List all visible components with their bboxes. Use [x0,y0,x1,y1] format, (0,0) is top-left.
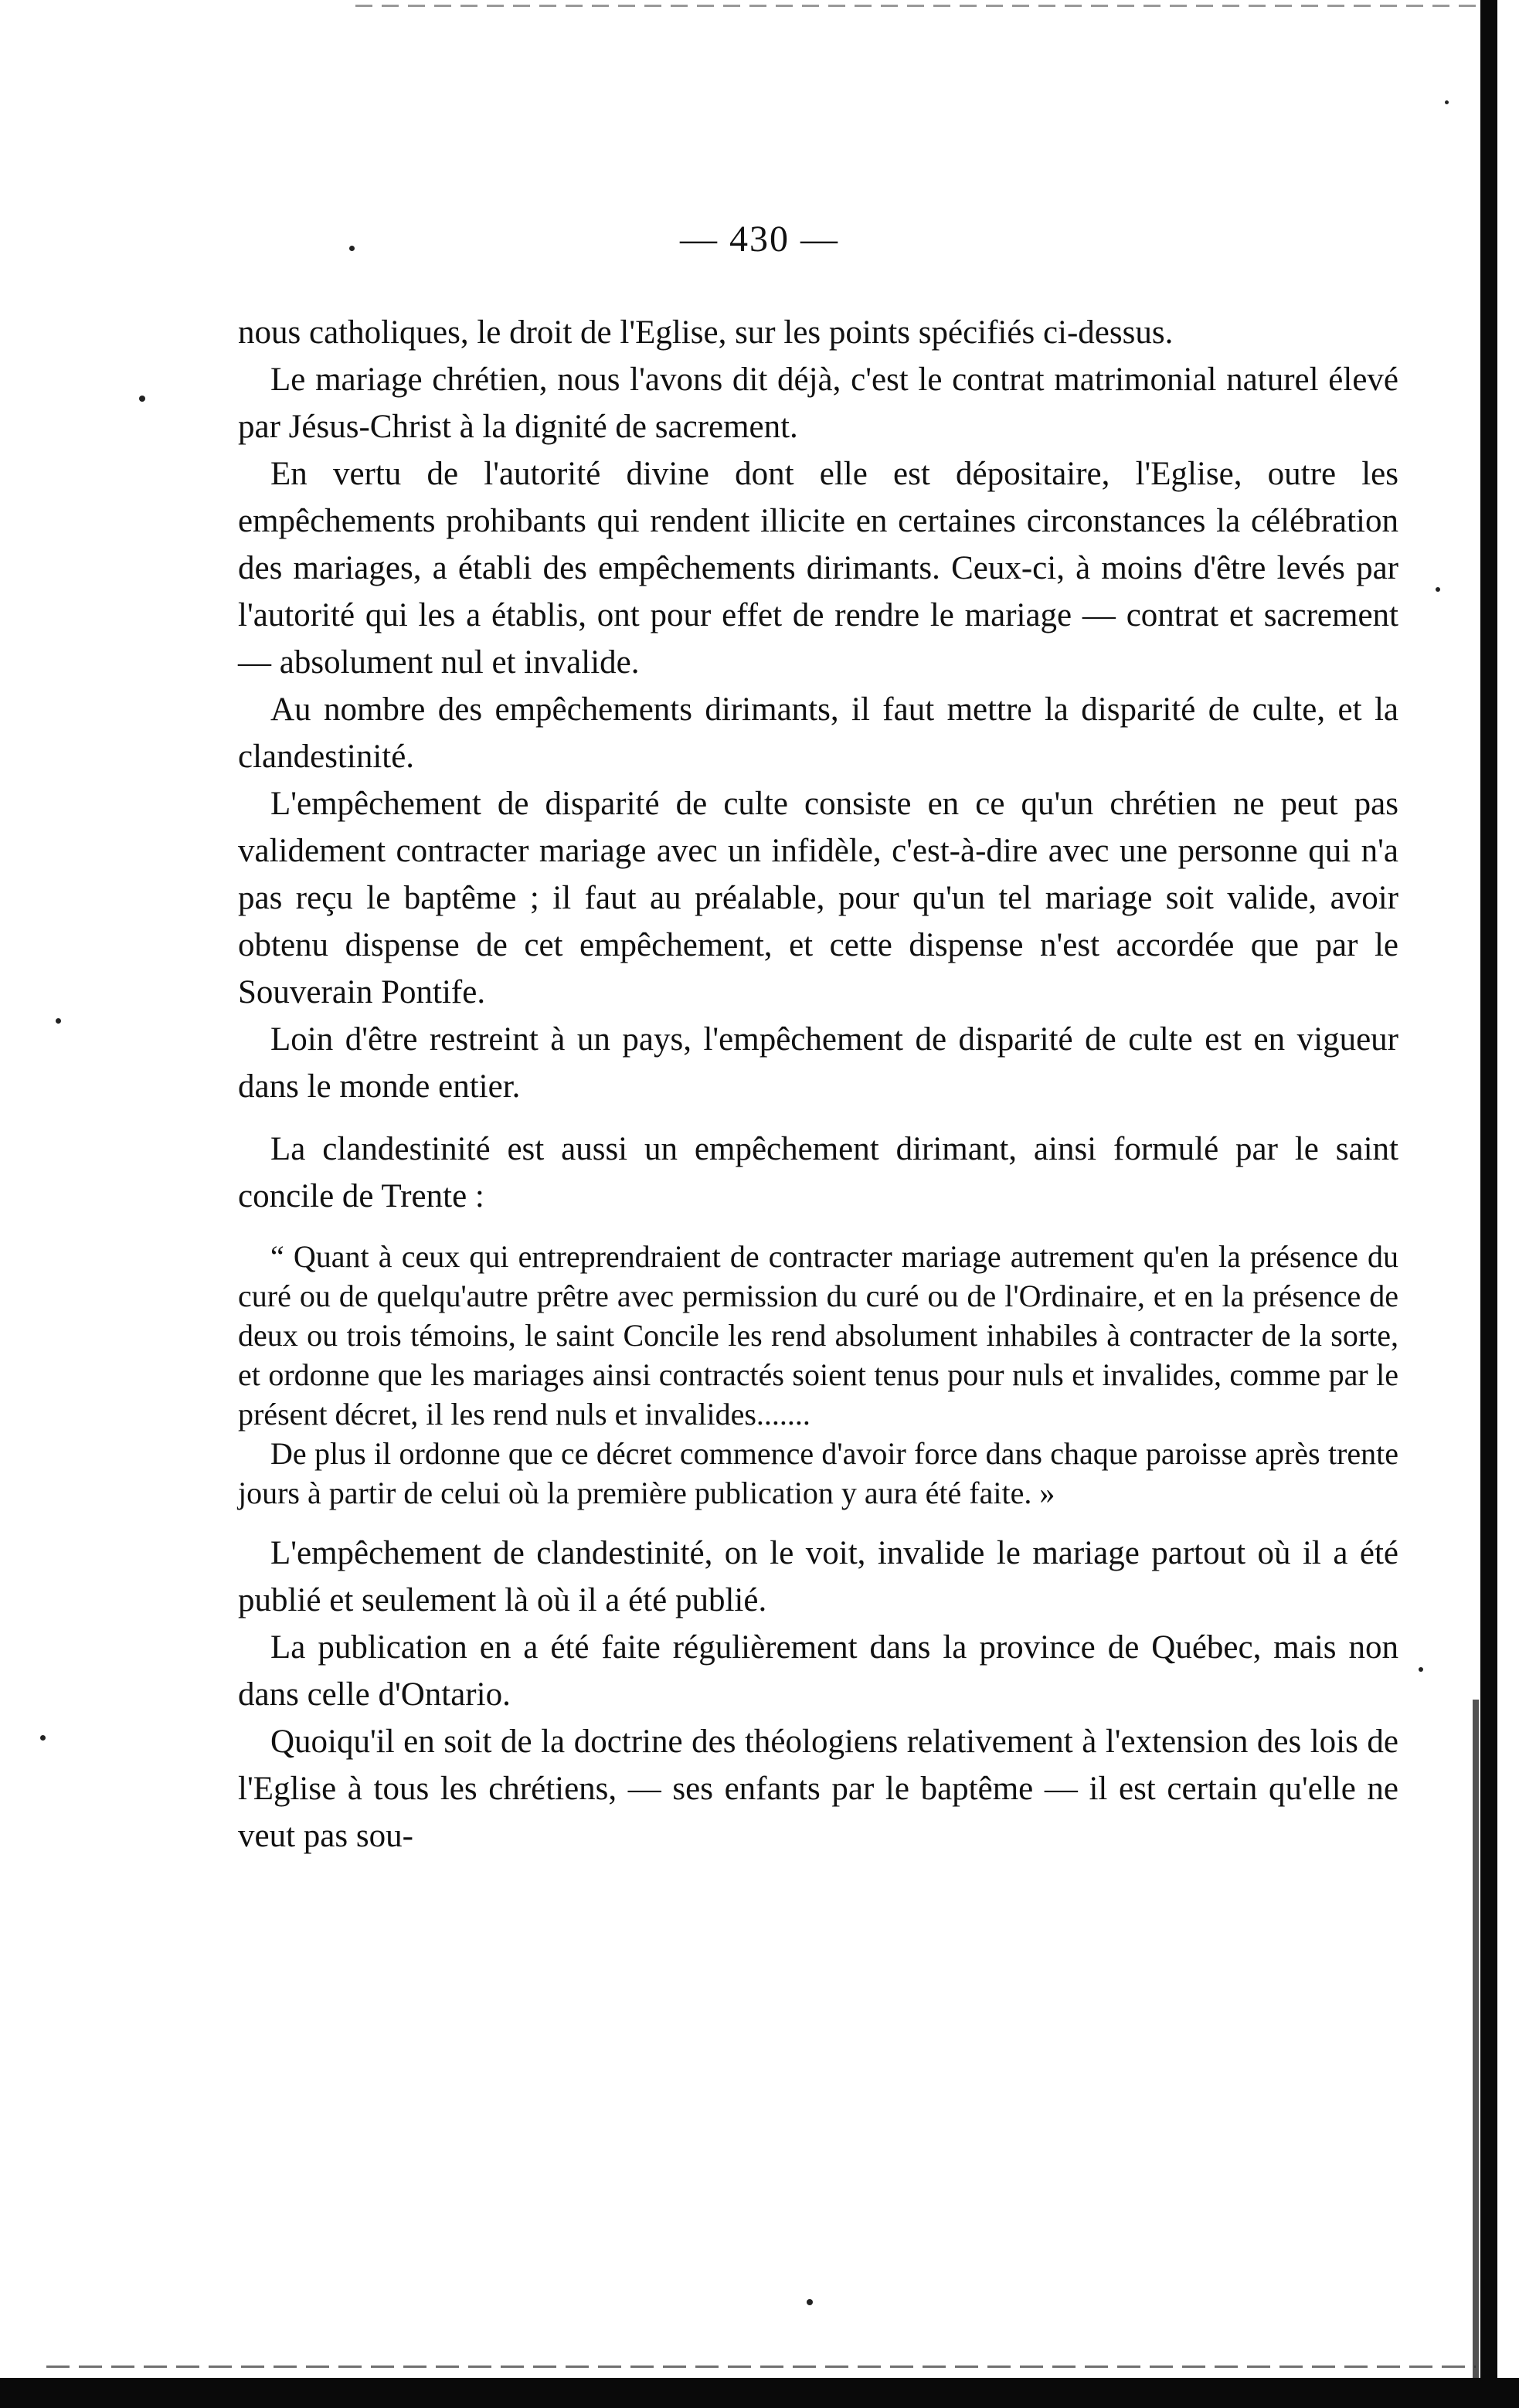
paragraph: La publication en a été faite régulièrement dans la province de Québec, mais non dans celle d'Ontario. [238,1629,1398,1713]
paragraph: L'empêchement de clandestinité, on le voit, invalide le mariage partout où il a été publié et seulement là où il a été publié. [238,1535,1398,1618]
paragraph: Au nombre des empêchements dirimants, il faut mettre la disparité de culte, et la clandestinité. [238,691,1398,775]
paragraph: La clandestinité est aussi un empêchement dirimant, ainsi formulé par le saint concile de Trente : [238,1131,1398,1214]
scan-speck [807,2299,813,2305]
scan-speck [1445,100,1449,104]
scan-edge-right [1480,0,1497,2408]
paragraph: Le mariage chrétien, nous l'avons dit déjà, c'est le contrat matrimonial naturel élevé par Jésus-Christ à la dignité de sacrement. [238,362,1398,445]
paragraph: L'empêchement de disparité de culte consiste en ce qu'un chrétien ne peut pas validement contracter mariage avec un infidèle, c'est-à-dire avec une personne qui n'a pas reçu le baptême ; il faut au préalable, pour qu'un tel mariage soit valide, avoir obtenu dispense de cet empêchement, et cette dispense n'est accordée que par le Souverain Pontife. [238,786,1398,1010]
scan-edge-line-bottom [46,2366,1476,2368]
paragraph: Quoiqu'il en soit de la doctrine des théologiens relativement à l'extension des lois de l'Eglise à tous les chrétiens, — ses enfants par le baptême — il est certain qu'elle ne veut pas sou- [238,1724,1398,1854]
scan-speck [40,1735,46,1741]
quote-paragraph: De plus il ordonne que ce décret commence d'avoir force dans chaque paroisse après trente jours à partir de celui où la première publication y aura été faite. » [238,1436,1398,1510]
scan-speck [56,1018,61,1024]
council-quotation [238,1237,1398,1513]
scan-speck [1419,1667,1423,1672]
scan-speck [139,396,145,402]
scan-edge-bottom [0,2378,1519,2408]
paragraph: En vertu de l'autorité divine dont elle est dépositaire, l'Eglise, outre les empêchements prohibants qui rendent illicite en certaines circonstances la célébration des mariages, a établi des empêchements dirimants. Ceux-ci, à moins d'être levés par l'autorité qui les a établis, ont pour effet de rendre le mariage — contrat et sacrement — absolument nul et invalide. [238,456,1398,681]
paragraph: Loin d'être restreint à un pays, l'empêchement de disparité de culte est en vigueur dans le monde entier. [238,1021,1398,1105]
paragraph: nous catholiques, le droit de l'Eglise, sur les points spécifiés ci-dessus. [238,314,1174,351]
scan-edge-top [355,5,1491,7]
body-text [238,309,1398,1859]
quote-paragraph: “ Quant à ceux qui entreprendraient de contracter mariage autrement qu'en la présence du curé ou de quelqu'autre prêtre avec permission du curé ou de l'Ordinaire, et en la présence de deux ou trois témoins, le saint Concile les rend absolument inhabiles à contracter de la sorte, et ordonne que les mariages ainsi contractés soient tenus pour nuls et invalides, comme par le présent décret, il les rend nuls et invalides....... [238,1239,1398,1432]
page-number: — 430 — [680,219,839,260]
scan-speck [1436,587,1440,592]
scan-shadow-right [1473,1700,1479,2395]
